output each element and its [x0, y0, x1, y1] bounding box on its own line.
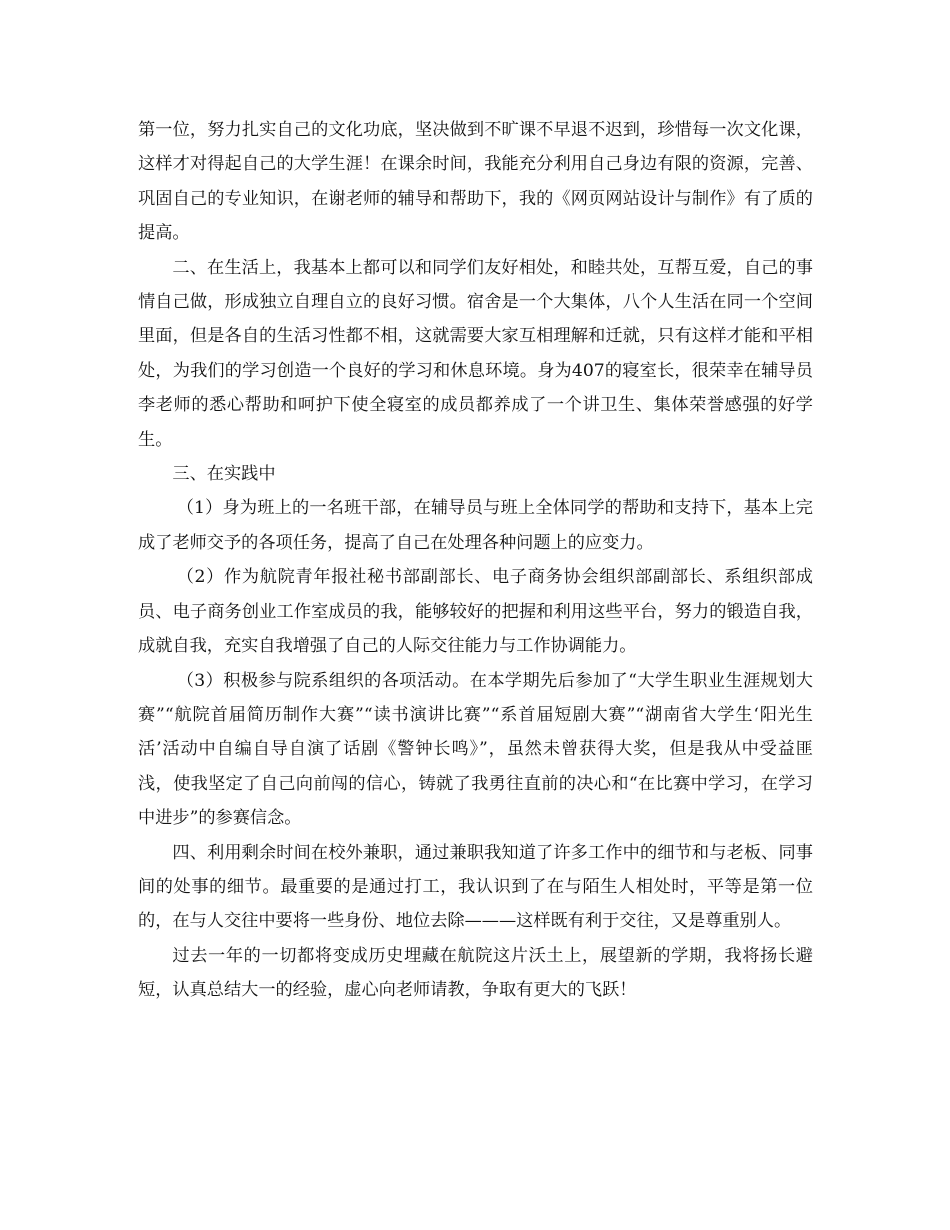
document-body [138, 113, 813, 1008]
paragraph-practice-heading: 三、在实践中 [172, 464, 276, 485]
paragraph-practice-2: （2）作为航院青年报社秘书部副部长、电子商务协会组织部副部长、系组织部成员、电子商务创业工作室成员的我，能够较好的把握和利用这些平台，努力的锻造自我，成就自我，充实自我增强了自己的人际交往能力与工作协调能力。 [138, 567, 813, 657]
paragraph-conclusion: 过去一年的一切都将变成历史埋藏在航院这片沃土上，展望新的学期，我将扬长避短，认真总结大一的经验，虚心向老师请教，争取有更大的飞跃！ [138, 945, 813, 1001]
paragraph-practice-3: （3）积极参与院系组织的各项活动。在本学期先后参加了“大学生职业生涯规划大赛”“航院首届简历制作大赛”“读书演讲比赛”“系首届短剧大赛”“湖南省大学生‘阳光生活’活动中自编自导自演了话剧《警钟长鸣》”，虽然未曾获得大奖，但是我从中受益匪浅，使我坚定了自己向前闯的信心，铸就了我勇往直前的决心和“在比赛中学习，在学习中进步”的参赛信念。 [138, 670, 813, 829]
paragraph-life: 二、在生活上，我基本上都可以和同学们友好相处，和睦共处，互帮互爱，自己的事情自己做，形成独立自理自立的良好习惯。宿舍是一个大集体，八个人生活在同一个空间里面，但是各自的生活习性都不相，这就需要大家互相理解和迁就，只有这样才能和平相处，为我们的学习创造一个良好的学习和休息环境。身为407的寝室长，很荣幸在辅导员李老师的悉心帮助和呵护下使全寝室的成员都养成了一个讲卫生、集体荣誉感强的好学生。 [138, 257, 813, 450]
paragraph-study-continued: 第一位，努力扎实自己的文化功底，坚决做到不旷课不早退不迟到，珍惜每一次文化课，这样才对得起自己的大学生涯！在课余时间，我能充分利用自己身边有限的资源，完善、巩固自己的专业知识，在谢老师的辅导和帮助下，我的《网页网站设计与制作》有了质的提高。 [138, 120, 813, 244]
paragraph-part-time: 四、利用剩余时间在校外兼职，通过兼职我知道了许多工作中的细节和与老板、同事间的处事的细节。最重要的是通过打工，我认识到了在与陌生人相处时，平等是第一位的，在与人交往中要将一些身份、地位去除———这样既有利于交往，又是尊重别人。 [138, 842, 813, 932]
paragraph-practice-1: （1）身为班上的一名班干部，在辅导员与班上全体同学的帮助和支持下，基本上完成了老师交予的各项任务，提高了自己在处理各种问题上的应变力。 [138, 498, 813, 553]
